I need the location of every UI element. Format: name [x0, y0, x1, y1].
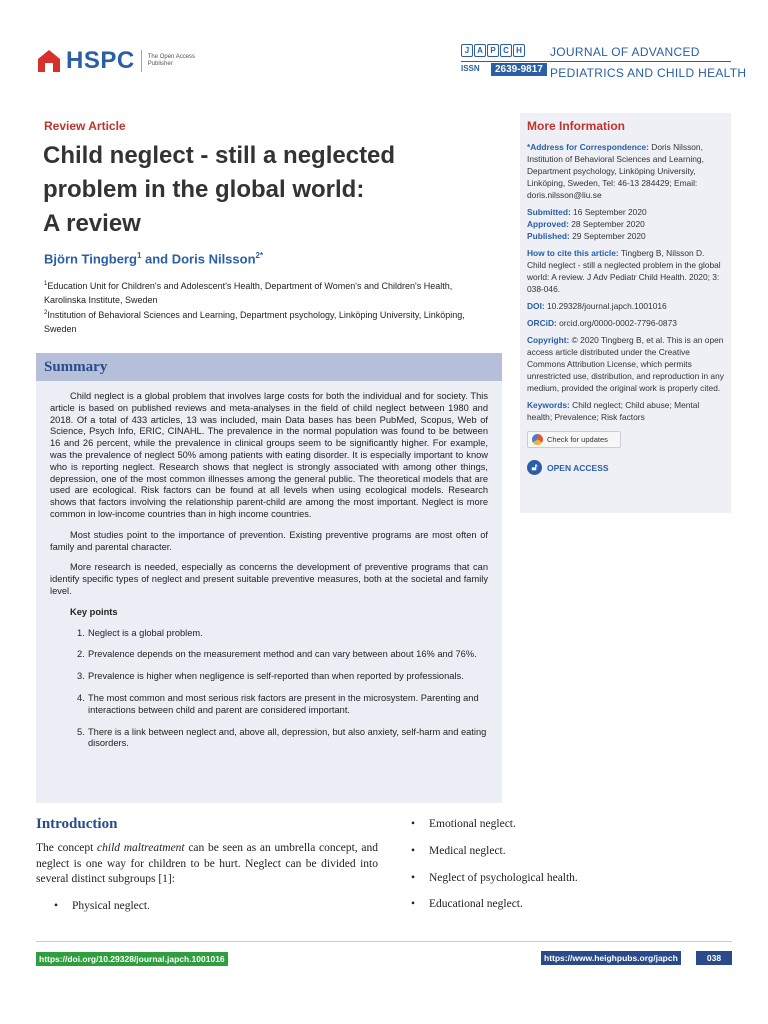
- approved-label: Approved:: [527, 219, 569, 229]
- journal-letter: P: [487, 44, 499, 57]
- bullet-dot: •: [411, 818, 416, 830]
- citation-text: Tingberg B, Nilsson D. Child neglect - still a neglected problem in the global world: A review. J Adv Pediatr Child Health. 2020; 3: 038-046.: [527, 248, 721, 294]
- key-points-title: Key points: [70, 606, 118, 617]
- title-line-1: Child neglect - still a neglected: [43, 142, 396, 169]
- publisher-name: HSPC: [66, 47, 135, 74]
- more-information-sidebar: [520, 113, 731, 513]
- intro-text-end: can be seen as an umbrella concept, and neglect is one way for children to be hurt. Neglect can be divided into several distinct subgroups [1]:: [36, 842, 378, 885]
- publisher-house-icon: [36, 48, 62, 74]
- key-point-text: Prevalence is higher when negligence is self-reported than when reported by professionals.: [88, 671, 464, 682]
- page-number: 038: [696, 951, 732, 965]
- bullet-text: Medical neglect.: [429, 845, 506, 857]
- keywords-text: Child neglect; Child abuse; Mental health; Prevalence; Risk factors: [527, 400, 700, 422]
- key-point-text: The most common and most serious risk factors are present in the microsystem. Parenting and interactions between child and parent are considered important.: [88, 692, 479, 715]
- issn-label: ISSN: [461, 64, 480, 73]
- keywords-label: Keywords:: [527, 400, 570, 410]
- published-label: Published:: [527, 231, 570, 241]
- bullet-text: Physical neglect.: [72, 900, 150, 912]
- bullet-dot: •: [411, 872, 416, 884]
- affiliation-2-mark: 2: [44, 310, 48, 316]
- journal-masthead: [461, 44, 747, 82]
- bullet-text: Emotional neglect.: [429, 818, 516, 830]
- correspondence-label: *Address for Correspondence:: [527, 142, 649, 152]
- publisher-tagline: [148, 54, 200, 68]
- copyright: [527, 334, 724, 394]
- summary-paragraph: Child neglect is a global problem that involves large costs for both the individual and for society. This article is based on published reviews and meta-analyses in the field of child neglect between 1980 and 2018. Of a total of 433 articles, 13 was included, main Data bases has been PubMed, Scopus, Web of Science, Psych Info, ERIC, CINAHL. The prevalence in the normal population was found to be between 16 and 26 percent, while the prevalence in clinical groups seem to be significantly higher. For example, was the prevalence of neglect 50% among patients with eating disorder. It is especially important to know who is reporting neglect. Research shows that neglect is strongly associated with among other things, depression, one of the most common illnesses among the general public. The theoretical models that are used are ecological. Risk factors can be found at all levels when using ecological models. Research shows that factors involving the relationship parent-child are among the most important. Neglect is more common in low-income countries than in high income countries.: [50, 391, 488, 519]
- crossmark-icon: [532, 434, 543, 445]
- doi-value[interactable]: 10.29328/journal.japch.1001016: [544, 301, 667, 311]
- submitted-date: 16 September 2020: [570, 207, 647, 217]
- doi-label: DOI:: [527, 301, 545, 311]
- author-2-affil: 2*: [255, 251, 264, 260]
- journal-letter: H: [513, 44, 525, 57]
- summary-heading: Summary: [44, 359, 108, 375]
- title-line-2: problem in the global world:: [43, 176, 365, 203]
- introduction-paragraph: [36, 841, 378, 888]
- open-access-label: OPEN ACCESS: [547, 462, 609, 473]
- affiliation-1-text: Education Unit for Children's and Adolescent's Health, Department of Women's and Children's Health, Karolinska Institute, Sweden: [44, 281, 453, 305]
- citation: [527, 247, 724, 295]
- footer-doi-link[interactable]: https://doi.org/10.29328/journal.japch.1001016: [36, 952, 228, 966]
- title-line-3: A review: [43, 210, 141, 237]
- key-point: [78, 628, 488, 640]
- summary-body: [36, 381, 502, 750]
- orcid: [527, 317, 724, 329]
- logo-divider: [141, 50, 142, 72]
- summary-paragraph: Most studies point to the importance of prevention. Existing preventive programs are most often of family and parental character.: [50, 529, 488, 552]
- journal-name-line2: PEDIATRICS AND CHILD HEALTH: [550, 66, 747, 80]
- key-points-list: [78, 628, 488, 751]
- author-1-affil: 1: [136, 251, 142, 260]
- bullet-dot: •: [411, 898, 416, 910]
- footer-divider: [36, 941, 732, 942]
- summary-header: [36, 353, 502, 381]
- author-list: [44, 251, 263, 266]
- intro-emphasis: child maltreatment: [97, 842, 185, 854]
- affiliation-2: [44, 306, 484, 336]
- key-point-number: 4.: [77, 692, 85, 703]
- introduction-heading: Introduction: [36, 816, 118, 832]
- sidebar-heading: More Information: [527, 119, 625, 133]
- publisher-logo: [36, 46, 200, 76]
- key-point-text: There is a link between neglect and, above all, depression, but also anxiety, self-harm and eating disorders.: [88, 726, 487, 749]
- affiliation-1-mark: 1: [44, 281, 48, 287]
- correspondence: [527, 141, 724, 201]
- journal-letter: J: [461, 44, 473, 57]
- tagline-line-1: The Open Access: [147, 54, 196, 60]
- tagline-line-2: Publisher: [147, 61, 173, 67]
- affiliation-1: [44, 277, 484, 307]
- orcid-value[interactable]: orcid.org/0000-0002-7796-0873: [556, 318, 677, 328]
- journal-name-line1: JOURNAL OF ADVANCED: [550, 45, 700, 59]
- key-point-number: 5.: [77, 726, 85, 737]
- open-access-badge: [527, 460, 724, 475]
- author-1: Björn Tingberg: [44, 251, 137, 267]
- submitted-label: Submitted:: [527, 207, 571, 217]
- copyright-text: © 2020 Tingberg B, et al. This is an open access article distributed under the Creative Commons Attribution License, which permits unrestricted use, distribution, and reproduction in any medium, provided the original work is properly cited.: [527, 335, 724, 393]
- affiliation-2-text: Institution of Behavioral Sciences and Learning, Department psychology, Linköping University, Linköping, Sweden: [44, 310, 465, 334]
- key-point: [78, 693, 488, 717]
- key-point-number: 3.: [77, 671, 85, 682]
- footer-site-link[interactable]: https://www.heighpubs.org/japch: [541, 951, 681, 965]
- key-point: [78, 727, 488, 751]
- issn-number: 2639-9817: [491, 63, 547, 76]
- doi: [527, 300, 724, 312]
- journal-letter: C: [500, 44, 512, 57]
- journal-letter: A: [474, 44, 486, 57]
- bullet-dot: •: [411, 845, 416, 857]
- correspondence-text: Doris Nilsson, Institution of Behavioral Sciences and Learning, Department psychology, Linköping University, Linköping, Sweden, Tel: 46-13 284429; Email: doris.nilsson@liu.se: [527, 142, 704, 200]
- journal-rule: [461, 61, 731, 62]
- article-type: Review Article: [44, 119, 126, 133]
- keywords: [527, 399, 724, 423]
- key-point-text: Neglect is a global problem.: [88, 627, 203, 638]
- copyright-label: Copyright:: [527, 335, 570, 345]
- dates: [527, 206, 724, 242]
- key-point: [78, 671, 488, 683]
- journal-acronym: [461, 44, 526, 57]
- orcid-label: ORCiD:: [527, 318, 557, 328]
- article-title: [43, 139, 503, 241]
- check-for-updates-label: Check for updates: [547, 435, 608, 444]
- published-date: 29 September 2020: [569, 231, 646, 241]
- open-lock-icon: 🔓︎: [527, 460, 542, 475]
- bullet-dot: •: [54, 900, 59, 912]
- author-2: and Doris Nilsson: [141, 251, 256, 267]
- citation-label: How to cite this article:: [527, 248, 619, 258]
- key-point-number: 1.: [77, 627, 85, 638]
- key-point: [78, 649, 488, 661]
- key-point-number: 2.: [77, 649, 85, 660]
- intro-text-start: The concept: [36, 842, 98, 854]
- check-for-updates-button[interactable]: [527, 431, 621, 448]
- bullet-text: Educational neglect.: [429, 898, 523, 910]
- approved-date: 28 September 2020: [568, 219, 645, 229]
- bullet-text: Neglect of psychological health.: [429, 872, 578, 884]
- summary-paragraph: More research is needed, especially as concerns the development of preventive programs that can identify specific types of neglect and present suitable preventive measures, both at the societal and family level.: [50, 562, 488, 596]
- key-point-text: Prevalence depends on the measurement method and can vary between about 16% and 76%.: [88, 649, 477, 660]
- summary-box: [36, 353, 502, 803]
